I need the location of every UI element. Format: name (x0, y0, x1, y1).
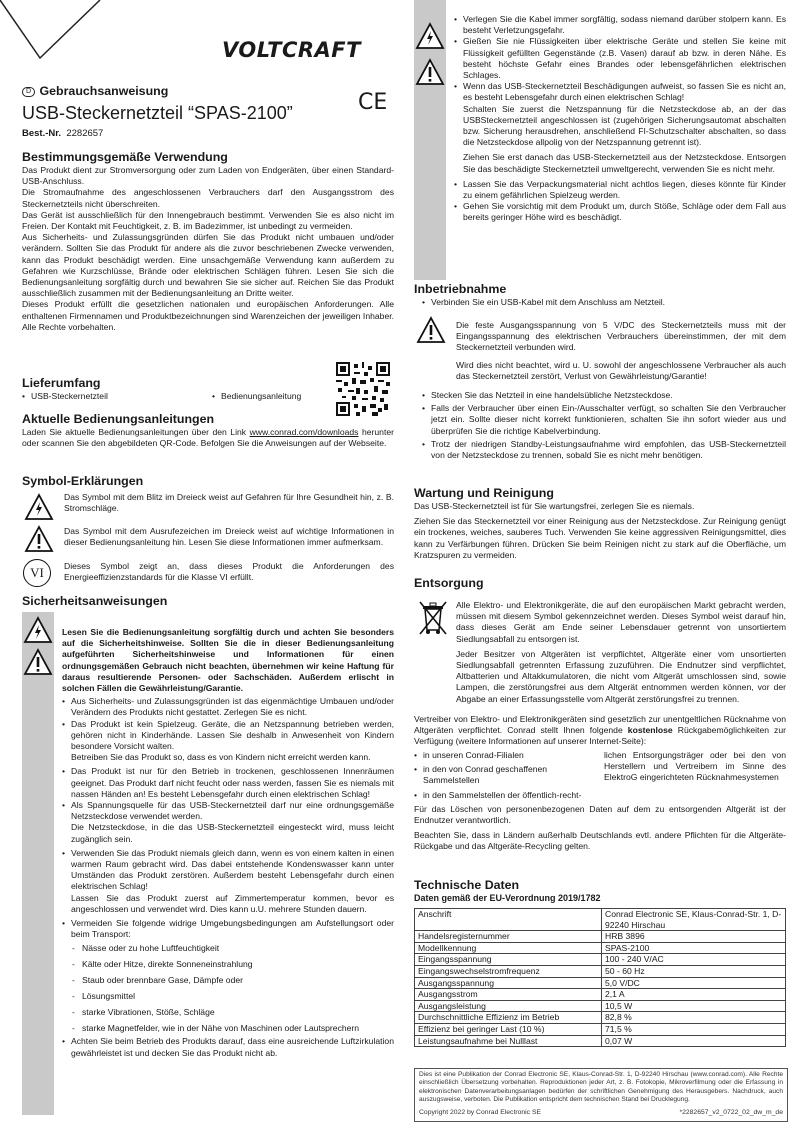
list-item: - starke Vibrationen, Stöße, Schläge (62, 1004, 394, 1020)
paragraph: Das Produkt dient zur Stromversorgung oder zum Laden von Endgeräten, über einen Standard-USB-Anschluss. (22, 165, 394, 187)
manuals-section (22, 412, 394, 449)
table-row (415, 942, 786, 954)
safety-bullet: • Gehen Sie vorsichtig mit dem Produkt um, durch Stöße, Schläge oder dem Fall aus bereits geringer Höhe wird es beschädigt. (454, 201, 786, 223)
tech-heading: Technische Daten (414, 878, 520, 892)
safety-heading: Sicherheitsanweisungen (22, 594, 168, 608)
paragraph: Für das Löschen von personenbezogenen Daten auf dem zu entsorgenden Altgerät ist der Endnutzer verantwortlich. (414, 803, 786, 825)
efficiency-class-icon: VI (23, 559, 51, 587)
footer-text: Dies ist eine Publikation der Conrad Electronic SE, Klaus-Conrad-Str. 1, D-92240 Hirschau (www.conrad.com). Alle Rechte einschließlich Übersetzung vorbehalten. Reproduktionen jeder Art, z. B. Fotokopie, Mikroverfilmung oder die Erfassung in elektronischen Datenverarbeitungsanlagen bedürfen der schriftlichen Genehmigung des Herausgebers. Nachdruck, auch auszugsweise, verboten. Die Publikation entspricht dem technischen Stand bei Drucklegung. (419, 1071, 783, 1104)
scope-section (22, 376, 322, 403)
table-row (415, 954, 786, 966)
commissioning-heading: Inbetriebnahme (414, 282, 507, 296)
spec-value: 82,8 % (602, 1012, 786, 1024)
language-badge: D (22, 87, 35, 97)
intended-use-heading: Bestimmungsgemäße Verwendung (22, 150, 228, 164)
paragraph: Laden Sie aktuelle Bedienungsanleitungen über den Link www.conrad.com/downloads herunter oder scannen Sie den abgebildeten QR-Code. Befolgen Sie die Anweisungen auf der Webseite. (22, 427, 394, 449)
spec-value: 0,07 W (602, 1035, 786, 1047)
spec-label: Durchschnittliche Effizienz im Betrieb (415, 1012, 602, 1024)
spec-value: 100 - 240 V/AC (602, 954, 786, 966)
exclamation-warning-icon (24, 525, 54, 553)
spec-label: Ausgangsstrom (415, 989, 602, 1001)
return-option: • in den Sammelstellen der öffentlich-recht- (414, 790, 603, 801)
table-row (415, 1023, 786, 1035)
safety-bullet: • Lassen Sie das Verpackungsmaterial nicht achtlos liegen, dieses könnte für Kinder zu einem gefährlichen Spielzeug werden. (454, 179, 786, 201)
scope-item: • USB-Steckernetzteil (22, 391, 108, 402)
spec-label: Modellkennung (415, 942, 602, 954)
disposal-section (414, 576, 786, 852)
table-row (415, 965, 786, 977)
list-item: - Staub oder brennbare Gase, Dämpfe oder (62, 972, 394, 988)
safety-bullet: • Als Spannungsquelle für das USB-Steckernetzteil darf nur eine ordnungsgemäße Netzsteckdose verwendet werden. (62, 800, 394, 822)
scope-item: • Bedienungsanleitung (212, 391, 301, 402)
paragraph: lichen Entsorgungsträger oder bei den von Herstellern und Vertreibern im Sinne des ElektroG eingerichteten Rücknahmesystemen (604, 749, 786, 783)
table-row (415, 909, 786, 931)
doc-type: Gebrauchsanweisung (39, 84, 169, 98)
symbol-text: Das Symbol mit dem Ausrufezeichen im Dreieck weist auf wichtige Informationen in dieser Bedienungsanleitung hin. Lesen Sie diese Informationen immer aufmerksam. (64, 526, 394, 548)
safety-bullet: • Achten Sie beim Betrieb des Produkts darauf, dass eine ausreichende Luftzirkulation gewährleistet ist und decken Sie das Produkt nicht ab. (62, 1036, 394, 1058)
spec-label: Ausgangsspannung (415, 977, 602, 989)
warning-text: Die feste Ausgangsspannung von 5 V/DC des Steckernetzteils muss mit der Eingangsspannung des elektrischen Verbrauchers übereinstimmen, der mit dem Steckernetzteil verbunden wird. (456, 320, 786, 353)
list-item: - Kälte oder Hitze, direkte Sonneneinstrahlung (62, 956, 394, 972)
paragraph: Beachten Sie, dass in Ländern außerhalb Deutschlands evtl. andere Pflichten für die Altgeräte-Rückgabe und das Altgeräte-Recycling gelten. (414, 830, 786, 852)
ce-mark: CE (358, 90, 388, 115)
exclamation-warning-icon (23, 648, 53, 676)
exclamation-warning-icon (416, 316, 446, 344)
tech-subheading: Daten gemäß der EU-Verordnung 2019/1782 (414, 893, 601, 903)
spec-label: Eingangsspannung (415, 954, 602, 966)
paragraph: Die Stromaufnahme des angeschlossenen Verbrauchers darf den Ausgangsstrom des Steckernetzteils nicht überschreiten. (22, 187, 394, 209)
tech-table (414, 908, 786, 1047)
paragraph: Das Gerät ist ausschließlich für den Innengebrauch bestimmt. Verwenden Sie es also nicht im Freien. Der Kontakt mit Feuchtigkeit, z. B. im Badezimmer, ist unbedingt zu vermeiden. (22, 209, 394, 232)
paragraph: Aus Sicherheits- und Zulassungsgründen dürfen Sie das Produkt nicht umbauen und/oder verändern. Sollten Sie das Produkt für andere als die zuvor beschriebenen Zwecke verwenden, kann das Produkt beschädigt werden. Eine unsachgemäße Verwendung kann außerdem zu Gefahren wie Kurzschlüsse, Brände oder elektrischen Schlägen führen. Lesen Sie sich die Bedienungsanleitung sorgfältig durch und bewahren Sie sie sicher auf. Reichen Sie das Produkt ausschließlich zusammen mit der Bedienungsanleitung an Dritte weiter. (22, 232, 394, 299)
symbol-text: Das Symbol mit dem Blitz im Dreieck weist auf Gefahren für Ihre Gesundheit hin, z. B. Stromschläge. (64, 492, 394, 514)
safety-bullet: • Verlegen Sie die Kabel immer sorgfältig, sodass niemand darüber stolpern kann. Es besteht Verletzungsgefahr. (454, 14, 786, 36)
crossed-bin-icon (418, 600, 448, 638)
commissioning-bullet: • Verbinden Sie ein USB-Kabel mit dem Anschluss am Netzteil. (422, 297, 786, 308)
page-title: USB-Steckernetzteil “SPAS-2100” (22, 103, 293, 123)
lightning-warning-icon (415, 22, 445, 50)
spec-label: Leistungsaufnahme bei Nulllast (415, 1035, 602, 1047)
spec-label: Eingangswechselstromfrequenz (415, 965, 602, 977)
lightning-warning-icon (23, 616, 53, 644)
safety-bullet: • Das Produkt ist kein Spielzeug. Geräte, die an Netzspannung betrieben werden, gehören nicht in Kinderhände. Lassen Sie deshalb in Anwesenheit von Kindern besondere Vorsicht walten. (62, 719, 394, 753)
safety-bullet: • Verwenden Sie das Produkt niemals gleich dann, wenn es von einem kalten in einen warmen Raum gebracht wird. Das dabei entstehende Kondenswasser kann unter Umständen das Produkt zerstören. Außerdem besteht Lebensgefahr durch einen elektrischen Schlag! (62, 848, 394, 893)
spec-value: 71,5 % (602, 1023, 786, 1035)
paragraph: Jeder Besitzer von Altgeräten ist verpflichtet, Altgeräte einer vom unsortierten Siedlungsabfall getrennten Erfassung zuzuführen. Die Endnutzer sind verpflichtet, Altbatterien und Altakkumulatoren, die nicht vom Altgerät umschlossen sind, sowie Lampen, die zerstörungsfrei aus dem Altgerät entnommen werden können, vor der Abgabe an einer Erfassungsstelle vom Altgerät zerstörungsfrei zu trennen. (456, 648, 786, 704)
spec-label: Anschrift (415, 909, 602, 931)
safety-bullet: • Das Produkt ist nur für den Betrieb in trockenen, geschlossenen Innenräumen geeignet. Das Produkt darf nicht feucht oder nass werden, fassen Sie es niemals mit nassen Händen an! Es besteht Lebensgefahr durch einen elektrischen Schlag! (62, 766, 394, 800)
symbols-heading: Symbol-Erklärungen (22, 474, 144, 488)
disposal-heading: Entsorgung (414, 576, 484, 590)
paragraph: Dieses Produkt erfüllt die gesetzlichen nationalen und europäischen Anforderungen. Alle enthaltenen Firmennamen und Produktbezeichnungen sind Warenzeichen der jeweiligen Inhaber. Alle Rechte vorbehalten. (22, 299, 394, 332)
return-option: • in unseren Conrad-Filialen (414, 750, 595, 761)
copyright: Copyright 2022 by Conrad Electronic SE (419, 1108, 542, 1116)
paragraph: Schalten Sie zuerst die Netzspannung für die Netzsteckdose ab, an der das USBSteckernetzteil angeschlossen ist (zugehörigen Sicherungsautomat abschalten bzw. Sicherung herausdrehen, anschließend FI-Schutzschalter abschalten, so dass die Netzsteckdose allpolig von der Netzspannung getrennt ist). (463, 103, 786, 148)
return-option: • in den von Conrad geschaffenen Sammelstellen (414, 764, 595, 786)
lightning-warning-icon (24, 493, 54, 521)
list-item: - Nässe oder zu hohe Luftfeuchtigkeit (62, 940, 394, 956)
list-item: - Lösungsmittel (62, 988, 394, 1004)
safety-section (22, 594, 394, 1058)
table-row (415, 977, 786, 989)
safety-bullet: • Vermeiden Sie folgende widrige Umgebungsbedingungen am Aufstellungsort oder beim Transport: (62, 918, 394, 940)
spec-value: HRB 3896 (602, 931, 786, 943)
commissioning-bullet: • Trotz der niedrigen Standby-Leistungsaufnahme wird empfohlen, das USB-Steckernetzteil von der Netzsteckdose zu trennen, sobald Sie es nicht mehr benötigen. (422, 439, 786, 461)
intended-use-section (22, 150, 394, 333)
spec-label: Effizienz bei geringer Last (10 %) (415, 1023, 602, 1035)
safety-bullet: • Wenn das USB-Steckernetzteil Beschädigungen aufweist, so fassen Sie es nicht an, es besteht Lebensgefahr durch einen elektrischen Schlag! (454, 81, 786, 103)
tech-section (414, 878, 786, 1047)
scope-heading: Lieferumfang (22, 376, 101, 390)
order-number: Best.-Nr. 2282657 (22, 128, 104, 139)
table-row (415, 931, 786, 943)
downloads-link[interactable]: www.conrad.com/downloads (249, 427, 359, 437)
spec-value: Conrad Electronic SE, Klaus-Conrad-Str. 1, D-92240 Hirschau (602, 909, 786, 931)
spec-label: Ausgangsleistung (415, 1000, 602, 1012)
exclamation-warning-icon (415, 58, 445, 86)
safety-bullet: • Gießen Sie nie Flüssigkeiten über elektrische Geräte und stellen Sie keine mit Flüssigkeit gefüllten Gegenstände (z.B. Vasen) darauf ab bzw. in deren Nähe. Es besteht höchste Gefahr eines Brandes oder lebensgefährlichen elektrischen Schlages. (454, 36, 786, 81)
doc-code: *2282657_v2_0722_02_dw_m_de (679, 1108, 783, 1116)
commissioning-bullet: • Falls der Verbraucher über einen Ein-/Ausschalter verfügt, so schalten Sie den Verbraucher jetzt ein. Sollte dieser nicht korrekt funktionieren, schalten Sie ihn sofort wieder aus und überprüfen Sie die richtige Kabelverbindung. (422, 403, 786, 437)
footer (414, 1068, 788, 1122)
paragraph: Betreiben Sie das Produkt so, dass es von Kindern nicht erreicht werden kann. (71, 752, 371, 763)
paragraph: Alle Elektro- und Elektronikgeräte, die auf den europäischen Markt gebracht werden, müssen mit diesem Symbol gekennzeichnet werden. Dieses Symbol weist darauf hin, dass dieses Gerät am Ende seiner Lebensdauer getrennt von unsortiertem Siedlungsabfall zu entsorgen ist. (456, 600, 786, 644)
spec-value: 10,5 W (602, 1000, 786, 1012)
maintenance-section (414, 486, 786, 561)
paragraph: Vertreiber von Elektro- und Elektronikgeräten sind gesetzlich zur unentgeltlichen Rücknahme von Altgeräten verpflichtet. Conrad stellt Ihnen folgende kostenlose Rückgabemöglichkeiten zur Verfügung (weitere Informationen auf unserer Internet-Seite): (414, 714, 786, 747)
spec-value: SPAS-2100 (602, 942, 786, 954)
brand-logo: VOLTCRAFT (222, 38, 361, 62)
paragraph: Lassen Sie das Produkt zuerst auf Zimmertemperatur kommen, bevor es angeschlossen und verwendet wird. Dies kann u.U. mehrere Stunden dauern. (71, 892, 394, 914)
manuals-heading: Aktuelle Bedienungsanleitungen (22, 412, 215, 426)
table-row (415, 1000, 786, 1012)
spec-label: Handelsregisternummer (415, 931, 602, 943)
paragraph: Das USB-Steckernetzteil ist für Sie wartungsfrei, zerlegen Sie es niemals. (414, 501, 695, 511)
paragraph: Ziehen Sie das Steckernetzteil vor einer Reinigung aus der Netzsteckdose. Zur Reinigung genügt ein trockenes, weiches, sauberes Tuch. Verwenden Sie keine aggressiven Reinigungsmittel, dies kann zu Verfärbungen führen. Drücken Sie beim Reinigen nicht zu stark auf die Oberfläche, um Kratzspuren zu vermeiden. (414, 516, 786, 560)
gray-bar (22, 612, 54, 1115)
qr-code (336, 362, 390, 416)
warning-text: Wird dies nicht beachtet, wird u. U. sowohl der angeschlossene Verbraucher als auch das Steckernetzteil zerstört, Verlust von Gewährleistung/Garantie! (456, 360, 786, 382)
table-row (415, 1035, 786, 1047)
symbol-text: Dieses Symbol zeigt an, dass dieses Produkt die Anforderungen des Energieeffizienzstandards für die Klasse VI erfüllt. (64, 561, 394, 583)
table-row (415, 1012, 786, 1024)
list-item: - starke Magnetfelder, wie in der Nähe von Maschinen oder Lautsprechern (62, 1020, 394, 1036)
paragraph: Die Netzsteckdose, in die das USB-Steckernetzteil eingesteckt wird, muss leicht zugänglich sein. (71, 822, 394, 844)
commissioning-section (414, 282, 786, 461)
symbols-section (22, 474, 394, 597)
spec-value: 5,0 V/DC (602, 977, 786, 989)
paragraph: Ziehen Sie erst danach das USB-Steckernetzteil aus der Netzsteckdose. Entsorgen Sie das beschädigte Steckernetzteil umweltgerecht, verwenden Sie es nicht mehr. (463, 152, 786, 174)
corner-graphic (0, 0, 120, 72)
safety-intro: Lesen Sie die Bedienungsanleitung sorgfältig durch und achten Sie besonders auf die Sicherheitshinweise. Sollten Sie die in dieser Bedienungsanleitung aufgeführten Sicherheitshinweise und Informationen für einen ordnungsgemäßen Gebrauch nicht beachten, übernehmen wir keine Haftung für daraus resultierende Personen- oder Sachschäden. Außerdem erlischt in solchen Fällen die Gewährleistung/Garantie. (62, 627, 394, 694)
spec-value: 50 - 60 Hz (602, 965, 786, 977)
table-row (415, 989, 786, 1001)
spec-value: 2,1 A (602, 989, 786, 1001)
maintenance-heading: Wartung und Reinigung (414, 486, 554, 500)
safety-bullet: • Aus Sicherheits- und Zulassungsgründen ist das eigenmächtige Umbauen und/oder Verändern des Produkts nicht gestattet. Zerlegen Sie es nicht. (62, 696, 394, 718)
commissioning-bullet: • Stecken Sie das Netzteil in eine handelsübliche Netzsteckdose. (422, 390, 786, 401)
